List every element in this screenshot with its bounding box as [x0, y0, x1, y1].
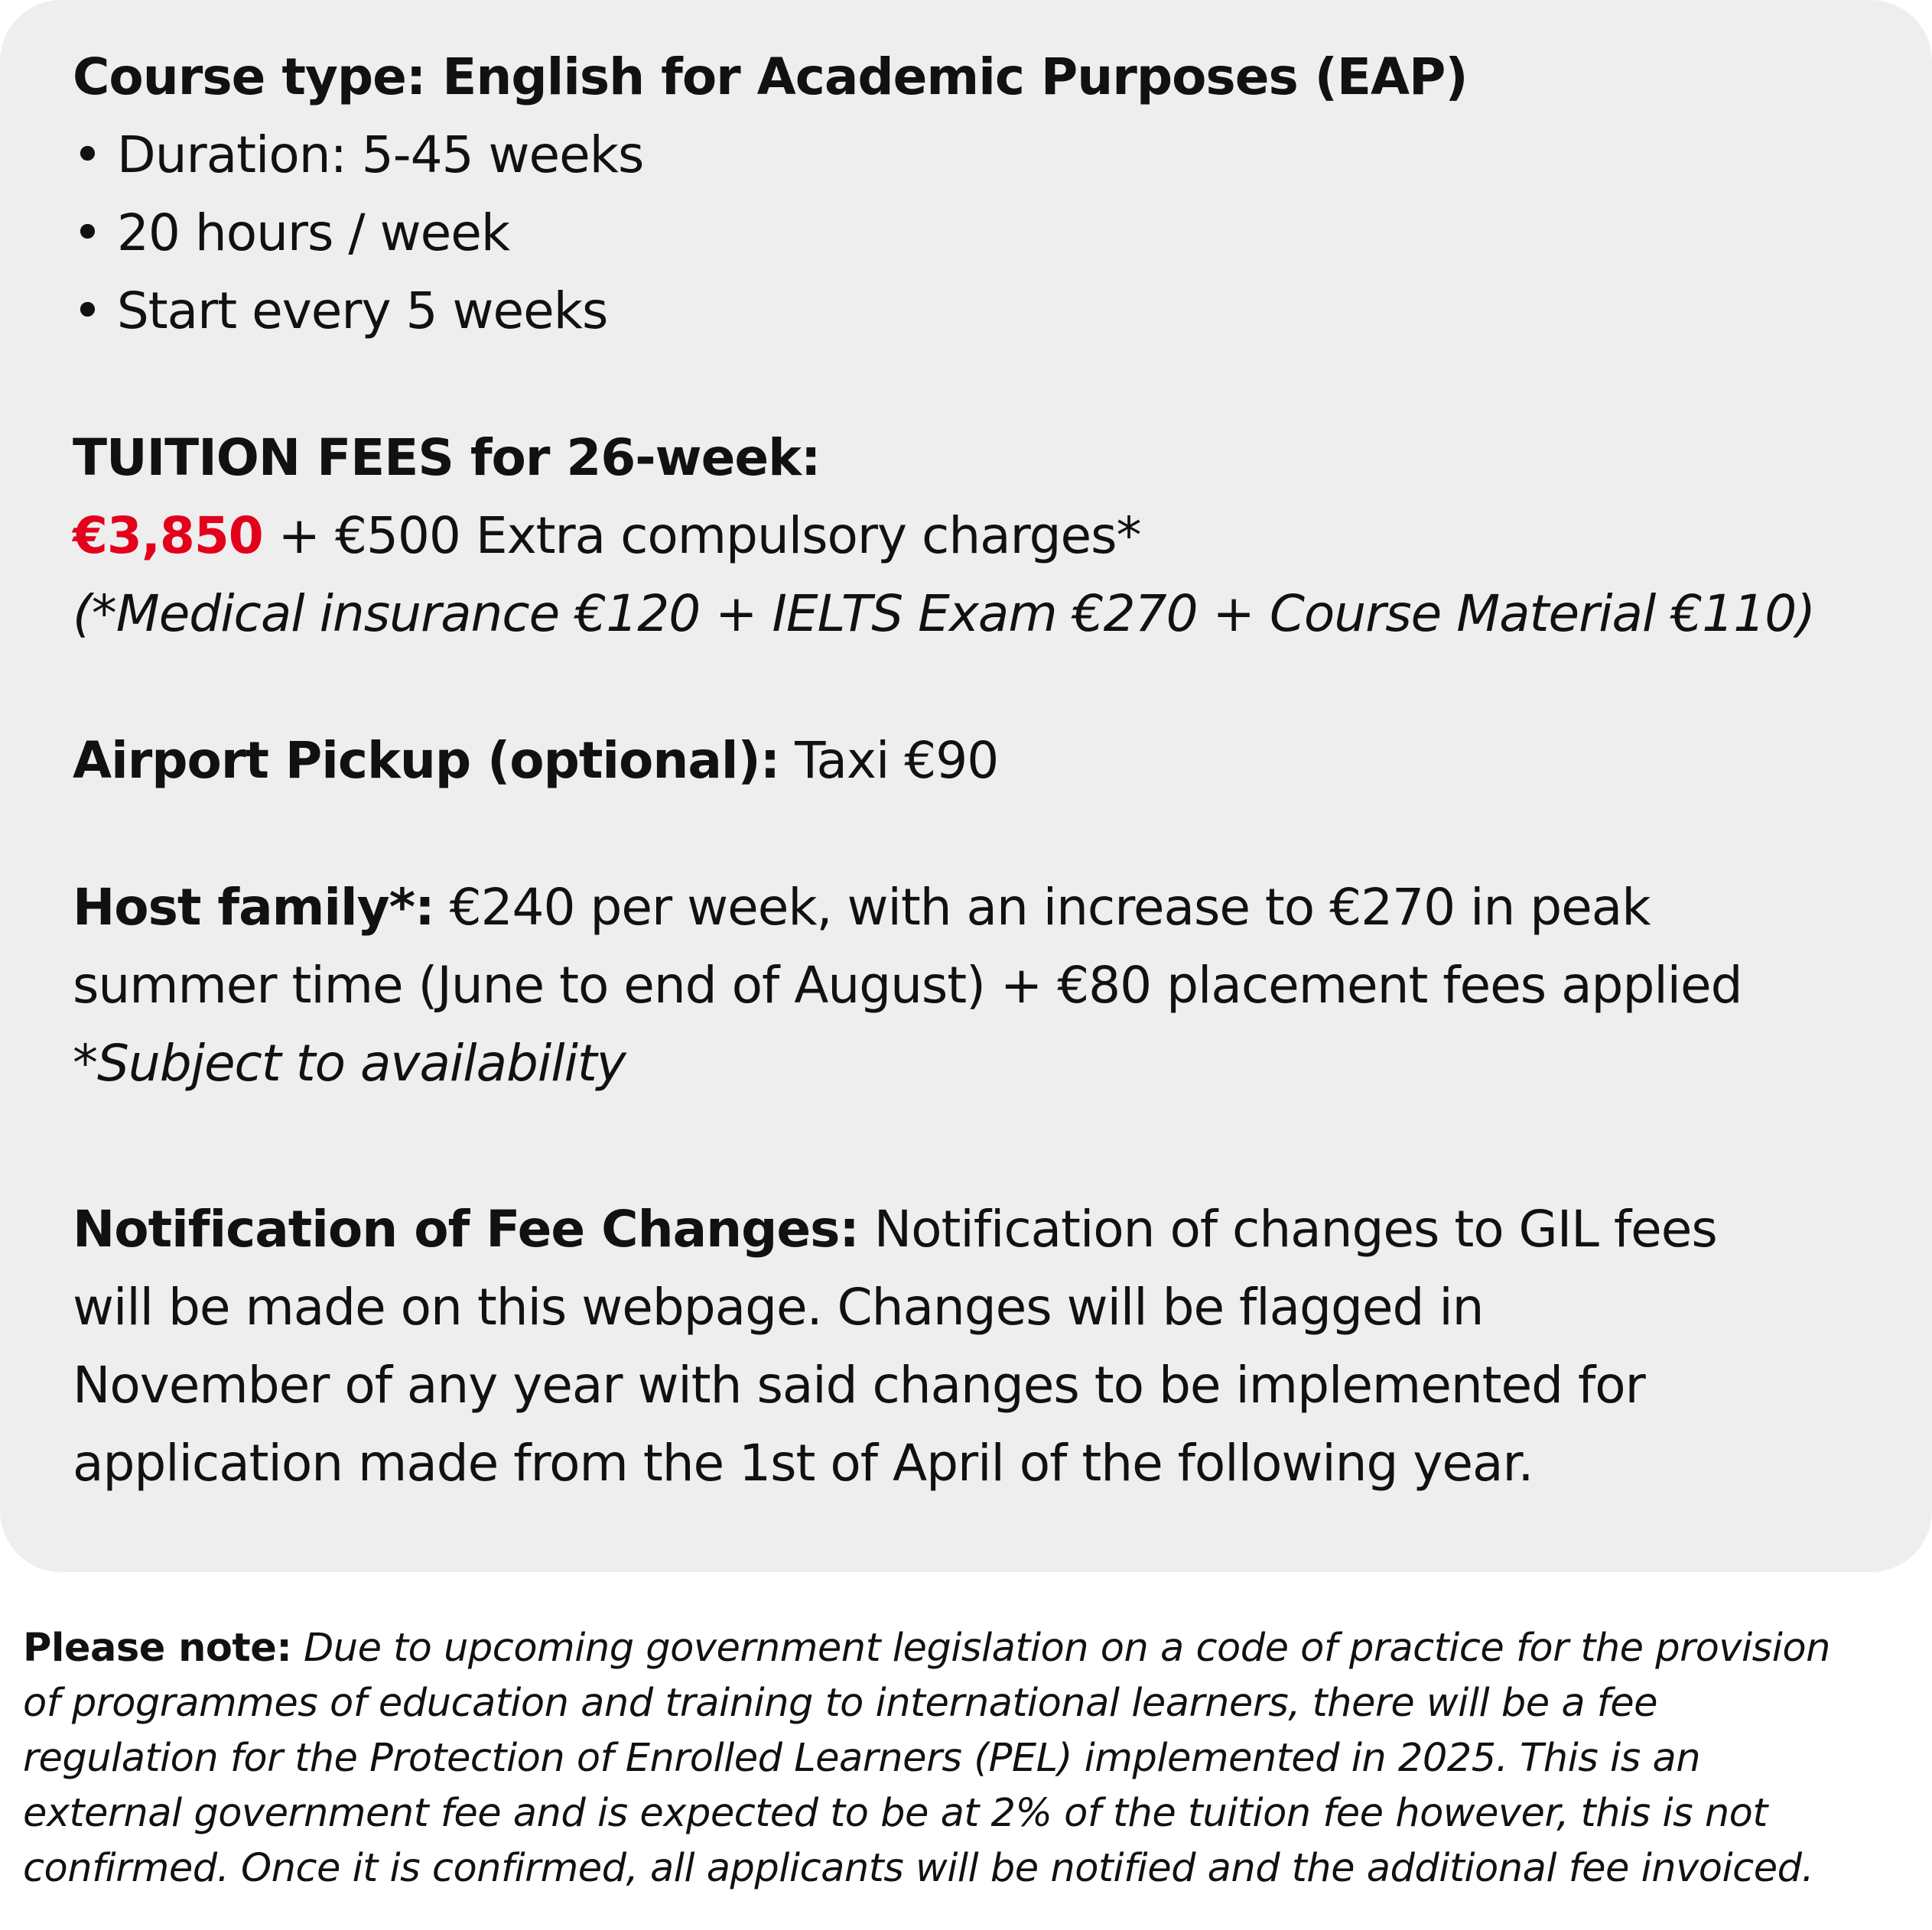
note-line3: regulation for the Protection of Enrolled Learners (PEL) implemented in 2025. This is an	[23, 1736, 1701, 1781]
spacer	[73, 653, 1916, 722]
course-bullet-start: • Start every 5 weeks	[73, 281, 608, 340]
airport-label: Airport Pickup (optional):	[73, 731, 780, 790]
note-label: Please note:	[23, 1626, 292, 1671]
course-heading: Course type: English for Academic Purposes (EAP)	[73, 47, 1468, 106]
airport-pickup	[73, 722, 1916, 800]
note-line4: external government fee and is expected to be at 2% of the tuition fee however, this is not	[23, 1791, 1768, 1836]
note-line1	[23, 1621, 1920, 1676]
spacer	[73, 800, 1916, 869]
tuition-extra: + €500 Extra compulsory charges*	[262, 506, 1141, 565]
airport-value: Taxi €90	[779, 731, 999, 790]
note-line5: confirmed. Once it is confirmed, all applicants will be notified and the additional fee invoiced.	[23, 1846, 1814, 1891]
tuition-heading: TUITION FEES for 26-week:	[73, 428, 821, 487]
tuition-price-line	[73, 497, 1916, 575]
host-family-line2: summer time (June to end of August) + €80 placement fees applied	[73, 956, 1742, 1015]
fee-changes-line3: November of any year with said changes to be implemented for	[73, 1356, 1645, 1415]
note-line2: of programmes of education and training to international learners, there will be a fee	[23, 1681, 1658, 1726]
fees-content	[73, 38, 1916, 1503]
spacer	[73, 350, 1916, 419]
note-text1: Due to upcoming government legislation on a code of practice for the provision	[291, 1626, 1830, 1671]
course-bullet-hours: • 20 hours / week	[73, 203, 510, 262]
fee-changes-line2: will be made on this webpage. Changes will be flagged in	[73, 1278, 1484, 1337]
host-family-text1: €240 per week, with an increase to €270 in peak	[434, 878, 1651, 937]
please-note	[23, 1621, 1920, 1896]
tuition-price: €3,850	[73, 506, 263, 565]
host-family-label: Host family*:	[73, 878, 434, 937]
fee-changes-line1	[73, 1191, 1916, 1269]
spacer	[73, 1103, 1916, 1191]
fee-changes-text1: Notification of changes to GIL fees	[858, 1200, 1717, 1259]
host-family-footnote: *Subject to availability	[73, 1034, 626, 1093]
tuition-breakdown: (*Medical insurance €120 + IELTS Exam €270 + Course Material €110)	[73, 584, 1816, 643]
host-family-line1	[73, 869, 1916, 947]
fee-changes-label: Notification of Fee Changes:	[73, 1200, 859, 1259]
course-bullet-duration: • Duration: 5-45 weeks	[73, 125, 644, 184]
fee-changes-line4: application made from the 1st of April of the following year.	[73, 1434, 1534, 1493]
